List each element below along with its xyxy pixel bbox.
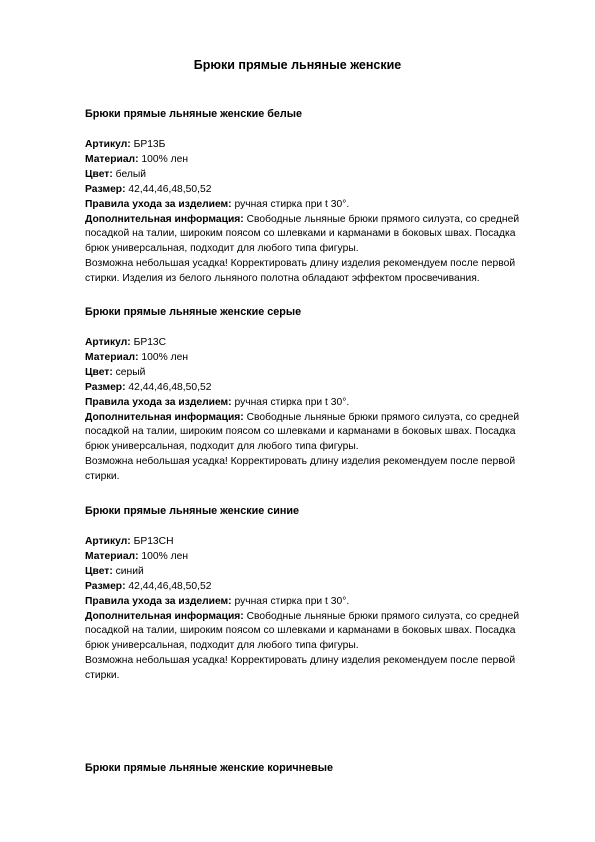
info-line: стирки. Изделия из белого льняного полотна обладают эффектом просвечивания. bbox=[85, 273, 480, 285]
info-line: брюк универсальная, подходит для любого типа фигуры. bbox=[85, 640, 359, 652]
info-line bbox=[85, 411, 555, 426]
info-line: брюк универсальная, подходит для любого типа фигуры. bbox=[85, 243, 359, 255]
care-label: Правила ухода за изделием: bbox=[85, 198, 232, 210]
info-line: Возможна небольшая усадка! Корректировать длину изделия рекомендуем после первой bbox=[85, 258, 516, 270]
info-line: посадкой на талии, широким поясом со шлевками и карманами в боковых швах. Посадка bbox=[85, 228, 516, 240]
info-line: Возможна небольшая усадка! Корректировать длину изделия рекомендуем после первой bbox=[85, 456, 516, 468]
color-row bbox=[85, 168, 555, 183]
care-row bbox=[85, 595, 555, 610]
article-value: БР13С bbox=[133, 337, 167, 348]
article-row bbox=[85, 138, 555, 153]
info-block bbox=[85, 610, 555, 685]
color-label: Цвет: bbox=[85, 168, 113, 180]
material-row bbox=[85, 153, 555, 168]
article-label: Артикул: bbox=[85, 536, 131, 547]
article-label: Артикул: bbox=[85, 139, 131, 150]
care-row bbox=[85, 198, 555, 213]
material-label: Материал: bbox=[85, 153, 139, 165]
info-line: посадкой на талии, широким поясом со шлевками и карманами в боковых швах. Посадка bbox=[85, 625, 516, 637]
info-block bbox=[85, 411, 555, 486]
product-heading: Брюки прямые льняные женские коричневые bbox=[85, 762, 334, 774]
size-label: Размер: bbox=[85, 580, 126, 592]
info-text: Свободные льняные брюки прямого силуэта, со средней bbox=[246, 411, 520, 423]
care-label: Правила ухода за изделием: bbox=[85, 595, 232, 607]
info-text: Свободные льняные брюки прямого силуэта, со средней bbox=[246, 610, 520, 622]
care-row bbox=[85, 396, 555, 411]
article-value: БР13СН bbox=[133, 536, 174, 547]
size-value: 42,44,46,48,50,52 bbox=[128, 183, 212, 195]
size-label: Размер: bbox=[85, 183, 126, 195]
info-text: Свободные льняные брюки прямого силуэта, со средней bbox=[246, 213, 520, 225]
info-label: Дополнительная информация: bbox=[85, 411, 244, 423]
size-label: Размер: bbox=[85, 381, 126, 393]
info-line: посадкой на талии, широким поясом со шлевками и карманами в боковых швах. Посадка bbox=[85, 426, 516, 438]
size-row bbox=[85, 183, 555, 198]
color-value: синий bbox=[115, 565, 144, 577]
material-label: Материал: bbox=[85, 550, 139, 562]
material-value: 100% лен bbox=[141, 550, 189, 562]
article-row bbox=[85, 336, 555, 351]
care-value: ручная стирка при t 30°. bbox=[234, 595, 350, 607]
material-value: 100% лен bbox=[141, 351, 189, 363]
article-row bbox=[85, 535, 555, 550]
care-label: Правила ухода за изделием: bbox=[85, 396, 232, 408]
info-line: Возможна небольшая усадка! Корректировать длину изделия рекомендуем после первой bbox=[85, 655, 516, 667]
material-row bbox=[85, 351, 555, 366]
care-value: ручная стирка при t 30°. bbox=[234, 198, 350, 210]
color-value: серый bbox=[115, 366, 146, 378]
product-heading: Брюки прямые льняные женские синие bbox=[85, 505, 300, 517]
care-value: ручная стирка при t 30°. bbox=[234, 396, 350, 408]
article-label: Артикул: bbox=[85, 337, 131, 348]
material-row bbox=[85, 550, 555, 565]
color-label: Цвет: bbox=[85, 565, 113, 577]
size-row bbox=[85, 580, 555, 595]
product-section bbox=[85, 107, 555, 287]
info-line bbox=[85, 213, 555, 228]
color-value: белый bbox=[115, 168, 146, 180]
product-heading: Брюки прямые льняные женские белые bbox=[85, 108, 303, 120]
info-line: брюк универсальная, подходит для любого типа фигуры. bbox=[85, 441, 359, 453]
info-label: Дополнительная информация: bbox=[85, 213, 244, 225]
material-value: 100% лен bbox=[141, 153, 189, 165]
info-line: стирки. bbox=[85, 670, 120, 682]
size-row bbox=[85, 381, 555, 396]
size-value: 42,44,46,48,50,52 bbox=[128, 580, 212, 592]
color-row bbox=[85, 366, 555, 381]
document-title: Брюки прямые льняные женские bbox=[193, 58, 402, 72]
info-line bbox=[85, 610, 555, 625]
product-heading: Брюки прямые льняные женские серые bbox=[85, 306, 302, 318]
product-section bbox=[85, 305, 555, 485]
color-row bbox=[85, 565, 555, 580]
product-section bbox=[85, 761, 555, 792]
info-line: стирки. bbox=[85, 471, 120, 483]
color-label: Цвет: bbox=[85, 366, 113, 378]
product-section bbox=[85, 504, 555, 684]
info-label: Дополнительная информация: bbox=[85, 610, 244, 622]
article-value: БР13Б bbox=[133, 139, 166, 150]
material-label: Материал: bbox=[85, 351, 139, 363]
size-value: 42,44,46,48,50,52 bbox=[128, 381, 212, 393]
info-block bbox=[85, 213, 555, 288]
